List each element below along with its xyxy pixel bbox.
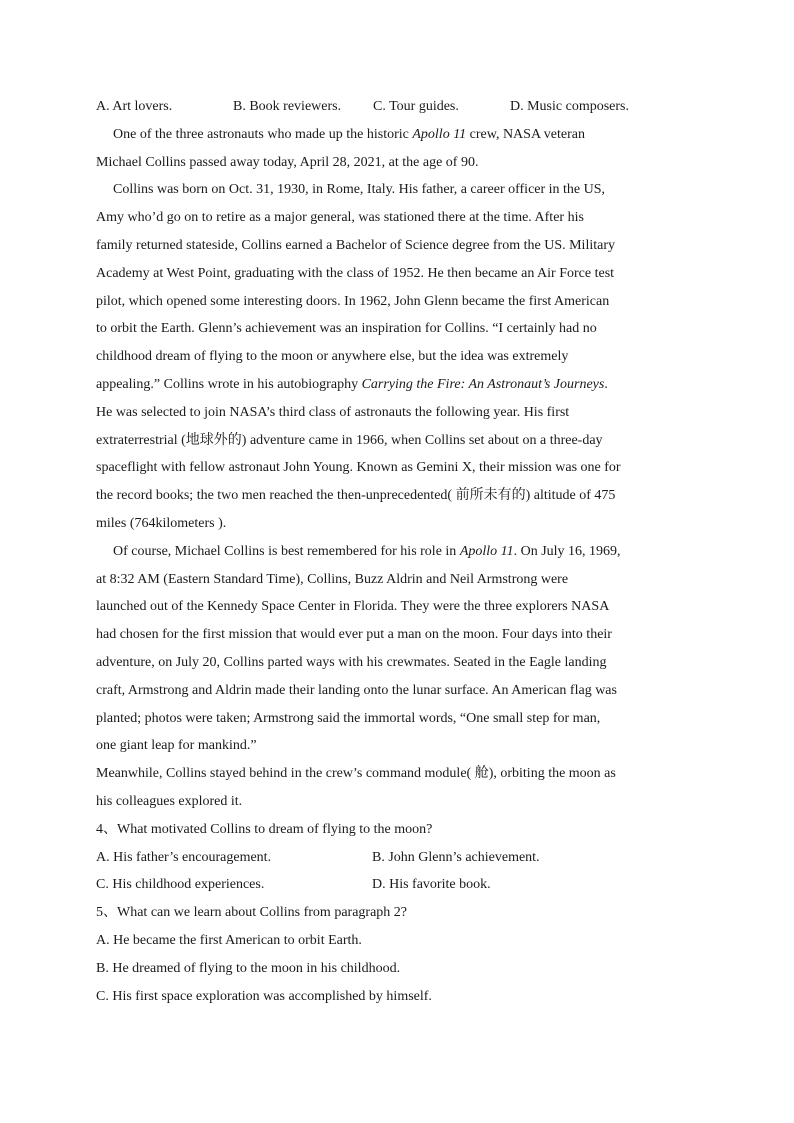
paragraph-line: He was selected to join NASA’s third class of astronauts the following year. His first	[96, 404, 570, 420]
paragraph-line: miles (764kilometers ).	[96, 515, 227, 531]
paragraph-line: launched out of the Kennedy Space Center in Florida. They were the three explorers NASA	[96, 599, 610, 615]
question-5	[96, 899, 698, 1010]
paragraph-line: Collins was born on Oct. 31, 1930, in Rome, Italy. His father, a career officer in the US,	[113, 182, 606, 198]
paragraph-line: Meanwhile, Collins stayed behind in the crew’s command module( 舱), orbiting the moon as	[96, 766, 616, 782]
paragraph-1	[96, 121, 698, 177]
question-4	[96, 816, 698, 899]
text-run: crew, NASA veteran	[469, 126, 585, 142]
text-run: Of course, Michael Collins is best remembered for his role in	[113, 543, 457, 559]
paragraph-line: one giant leap for mankind.”	[96, 738, 257, 754]
paragraph-line	[96, 121, 698, 149]
q5-option-c: C. His first space exploration was accomplished by himself.	[96, 988, 432, 1004]
q4-options-row-1	[96, 844, 698, 872]
paragraph-line: spaceflight with fellow astronaut John Young. Known as Gemini X, their mission was one for	[96, 460, 621, 476]
paragraph-line: family returned stateside, Collins earned a Bachelor of Science degree from the US. Military	[96, 237, 615, 253]
paragraph-line: the record books; the two men reached the then-unprecedented( 前所未有的) altitude of 475	[96, 488, 616, 504]
q4-option-d: D. His favorite book.	[372, 877, 491, 893]
document-page	[96, 93, 698, 1010]
q4-options-row-2	[96, 871, 698, 899]
paragraph-line	[96, 371, 698, 399]
paragraph-line	[96, 538, 698, 566]
q4-option-c: C. His childhood experiences.	[96, 877, 265, 893]
paragraph-line: Michael Collins passed away today, April 28, 2021, at the age of 90.	[96, 154, 479, 170]
paragraph-line: at 8:32 AM (Eastern Standard Time), Collins, Buzz Aldrin and Neil Armstrong were	[96, 571, 569, 587]
paragraph-line: childhood dream of flying to the moon or anywhere else, but the idea was extremely	[96, 349, 569, 365]
q3-option-c: C. Tour guides.	[373, 99, 459, 114]
q3-options	[96, 93, 698, 121]
question-stem: 5、What can we learn about Collins from paragraph 2?	[96, 905, 408, 921]
q4-option-a: A. His father’s encouragement.	[96, 849, 272, 865]
paragraph-line: to orbit the Earth. Glenn’s achievement was an inspiration for Collins. “I certainly had no	[96, 321, 597, 337]
text-run: appealing.” Collins wrote in his autobiography	[96, 376, 359, 392]
q3-option-b: B. Book reviewers.	[233, 99, 342, 114]
paragraph-line: Academy at West Point, graduating with the class of 1952. He then became an Air Force test	[96, 265, 615, 281]
q3-option-d: D. Music composers.	[510, 99, 629, 114]
paragraph-3	[96, 538, 698, 816]
text-run: .	[604, 376, 608, 392]
text-run: . On July 16, 1969,	[513, 543, 621, 559]
q4-option-b: B. John Glenn’s achievement.	[372, 849, 540, 865]
paragraph-line: adventure, on July 20, Collins parted ways with his crewmates. Seated in the Eagle landing	[96, 654, 607, 670]
paragraph-line: Amy who’d go on to retire as a major general, was stationed there at the time. After his	[96, 210, 584, 226]
paragraph-line: craft, Armstrong and Aldrin made their landing onto the lunar surface. An American flag was	[96, 682, 617, 698]
paragraph-line: his colleagues explored it.	[96, 793, 243, 809]
q3-option-a: A. Art lovers.	[96, 99, 173, 114]
paragraph-line: pilot, which opened some interesting doors. In 1962, John Glenn became the first American	[96, 293, 610, 309]
paragraph-line: extraterrestrial (地球外的) adventure came in 1966, when Collins set about on a three-day	[96, 432, 603, 448]
q5-option-a: A. He became the first American to orbit Earth.	[96, 932, 362, 948]
text-run: One of the three astronauts who made up the historic	[113, 126, 409, 142]
q5-option-b: B. He dreamed of flying to the moon in his childhood.	[96, 960, 401, 976]
italic-title: Apollo 11	[459, 543, 514, 559]
paragraph-line: planted; photos were taken; Armstrong said the immortal words, “One small step for man,	[96, 710, 601, 726]
question-stem: 4、What motivated Collins to dream of flying to the moon?	[96, 821, 433, 837]
paragraph-2	[96, 176, 698, 537]
italic-title: Carrying the Fire: An Astronaut’s Journeys	[361, 376, 605, 392]
italic-title: Apollo 11	[412, 126, 467, 142]
paragraph-line: had chosen for the first mission that would ever put a man on the moon. Four days into their	[96, 627, 612, 643]
